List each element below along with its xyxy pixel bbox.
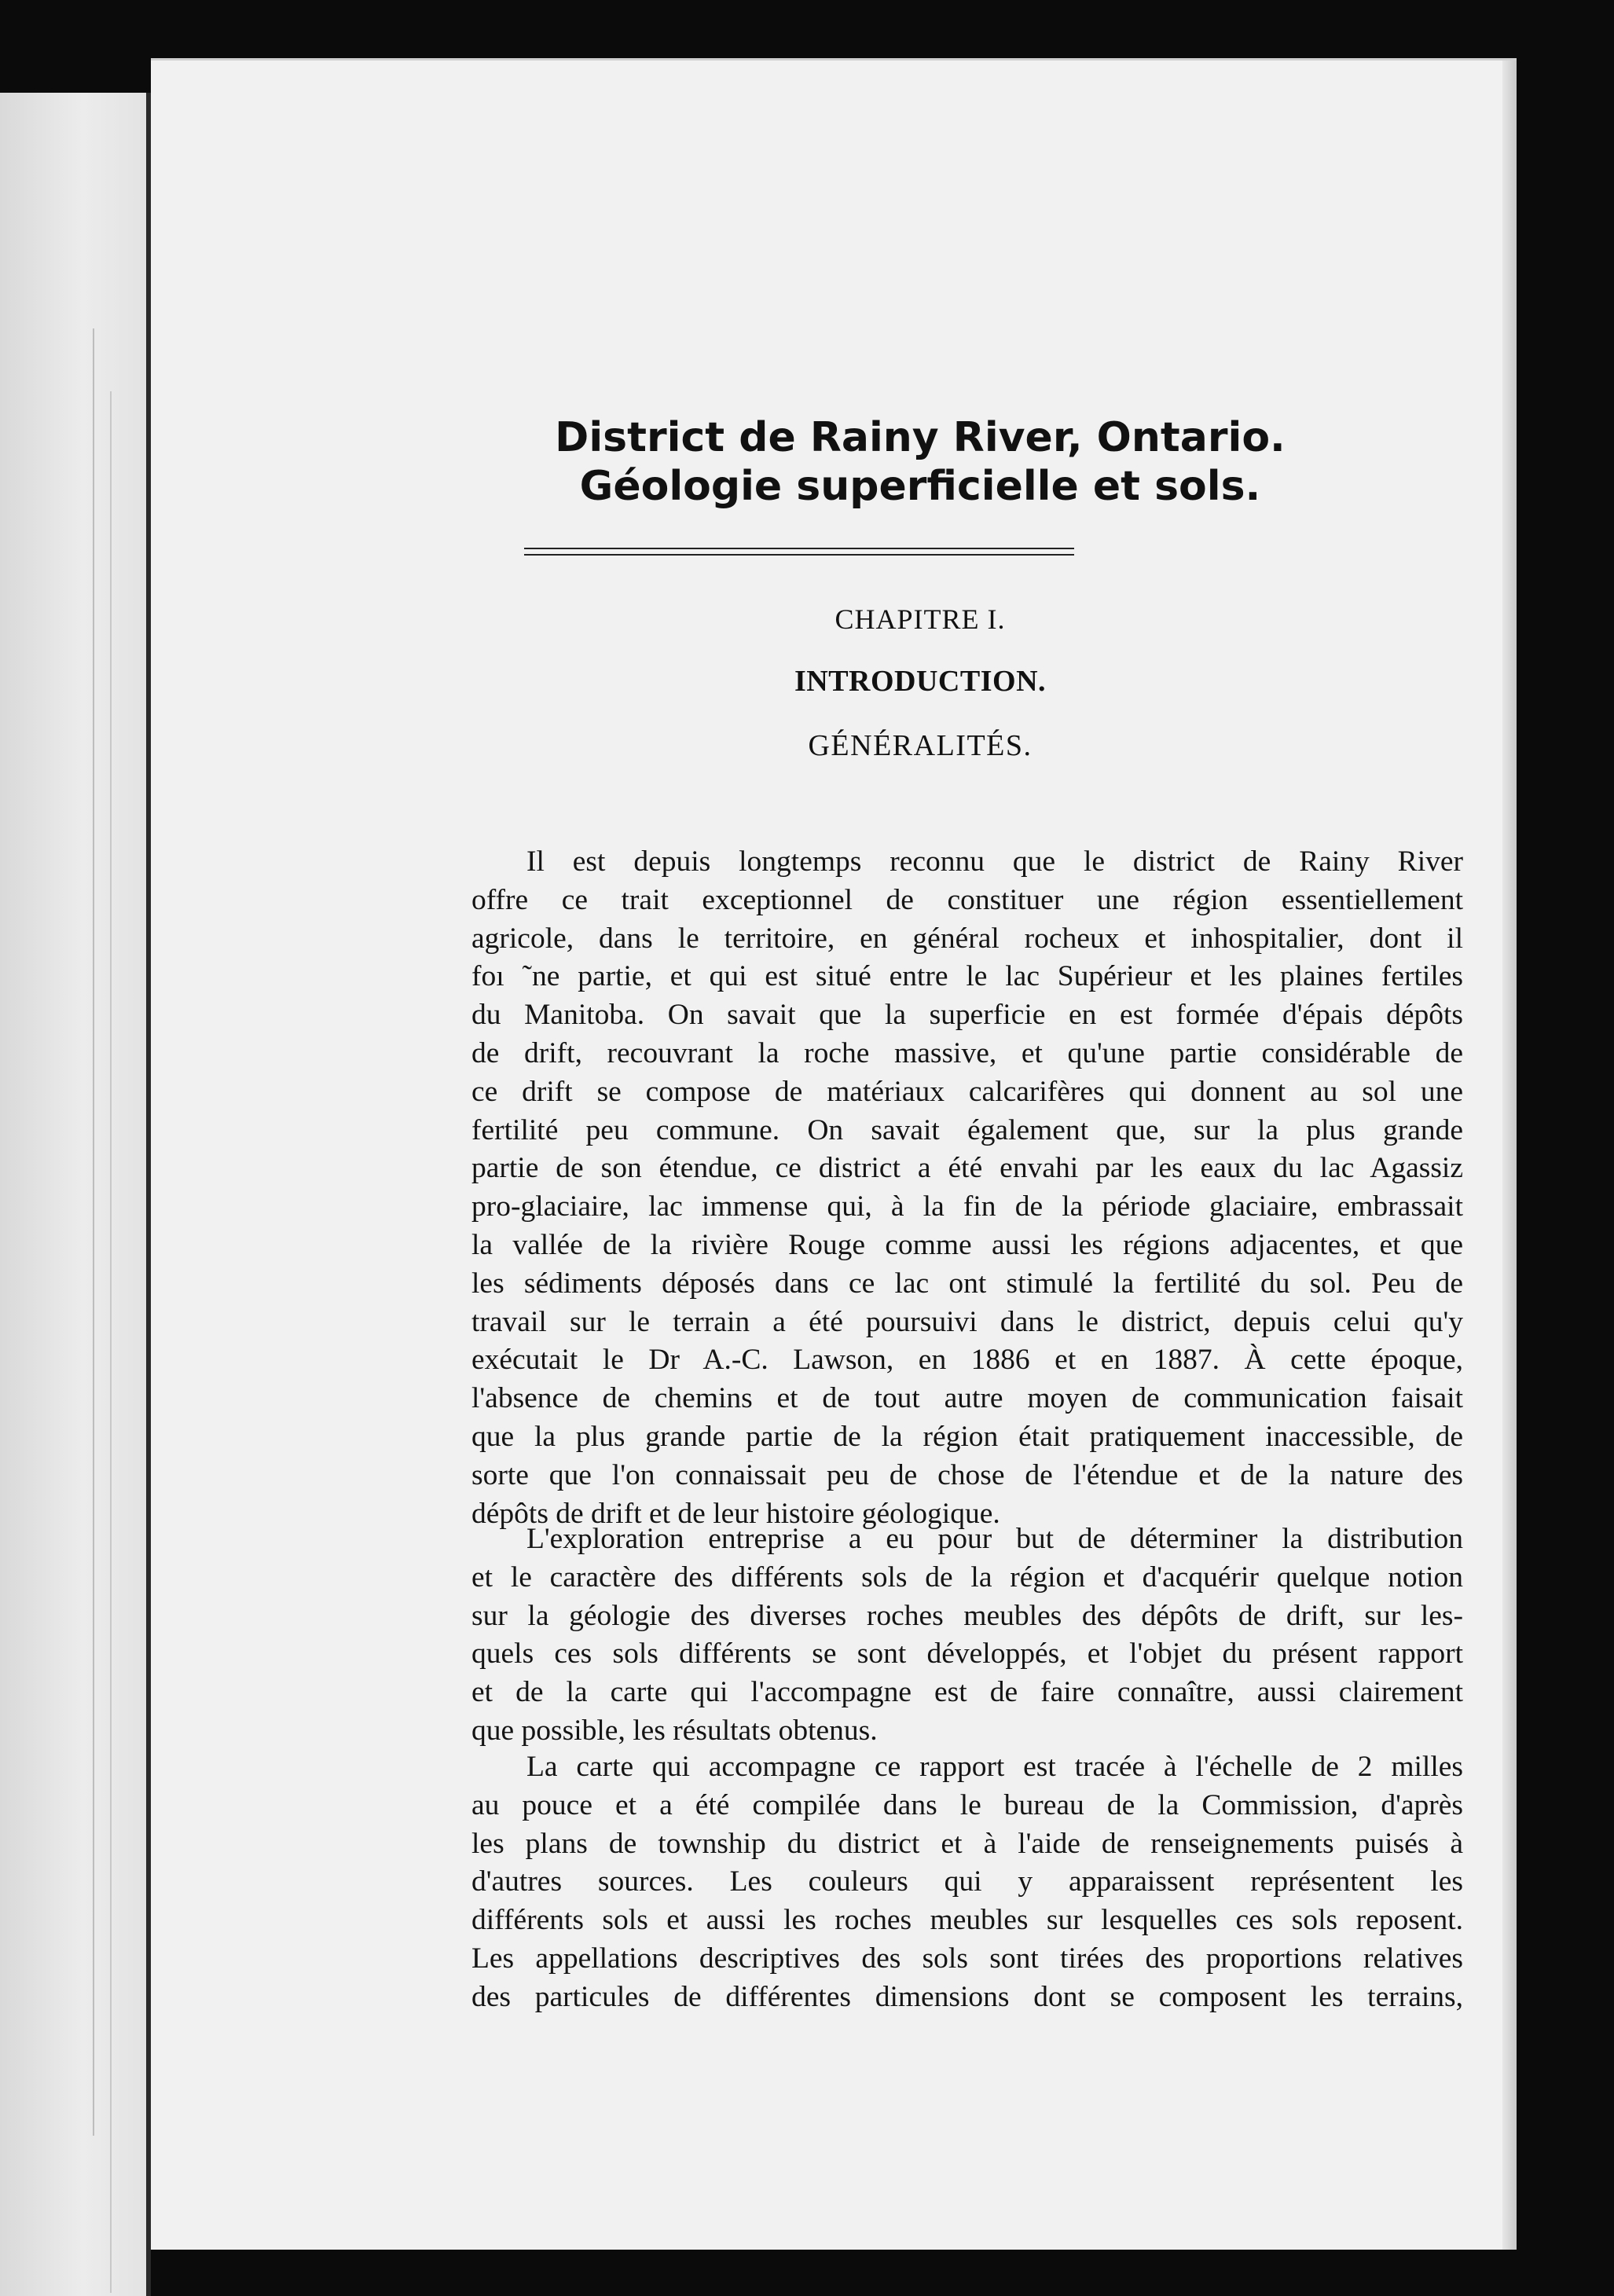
page-fold-line bbox=[93, 328, 94, 2136]
text-line: les plans de township du district et à l'aide de renseignements puisés à bbox=[471, 1827, 1463, 1860]
document-title-line-1: District de Rainy River, Ontario. bbox=[555, 414, 1286, 461]
text-line: au pouce et a été compilée dans le bureau de la Commission, d'après bbox=[471, 1788, 1463, 1821]
text-line: que la plus grande partie de la région était pratiquement inaccessible, de bbox=[471, 1420, 1463, 1453]
text-line: Les appellations descriptives des sols sont tirées des proportions relatives bbox=[471, 1942, 1463, 1975]
text-line: exécutait le Dr A.-C. Lawson, en 1886 et en 1887. À cette époque, bbox=[471, 1344, 1463, 1377]
text-line: fertilité peu commune. On savait également que, sur la plus grande bbox=[471, 1113, 1463, 1146]
text-line: pro-glaciaire, lac immense qui, à la fin de la période glaciaire, embrassait bbox=[471, 1190, 1463, 1223]
text-line: ce drift se compose de matériaux calcarifères qui donnent au sol une bbox=[471, 1075, 1463, 1108]
chapter-heading: CHAPITRE I. bbox=[835, 603, 1006, 635]
previous-page-edge bbox=[0, 93, 151, 2296]
text-line: d'autres sources. Les couleurs qui y apparaissent représentent les bbox=[471, 1865, 1463, 1898]
title-double-rule-top bbox=[524, 548, 1074, 549]
text-line: les sédiments déposés dans ce lac ont stimulé la fertilité du sol. Peu de bbox=[471, 1267, 1463, 1300]
text-line: et le caractère des différents sols de la région et d'acquérir quelque notion bbox=[471, 1561, 1463, 1594]
body-paragraph bbox=[471, 843, 1463, 1533]
text-line: sorte que l'on connaissait peu de chose de l'étendue et de la nature des bbox=[471, 1458, 1463, 1491]
text-line: partie de son étendue, ce district a été envahi par les eaux du lac Agassiz bbox=[471, 1152, 1463, 1185]
document-page bbox=[151, 58, 1517, 2250]
text-line: dépôts de drift et de leur histoire géologique. bbox=[471, 1497, 1000, 1530]
text-line: de drift, recouvrant la roche massive, et qu'une partie considérable de bbox=[471, 1036, 1463, 1069]
text-line: que possible, les résultats obtenus. bbox=[471, 1714, 878, 1747]
document-title-line-2: Géologie superficielle et sols. bbox=[579, 463, 1261, 510]
text-line: la vallée de la rivière Rouge comme aussi les régions adjacentes, et que bbox=[471, 1228, 1463, 1261]
body-paragraph bbox=[471, 1748, 1463, 2017]
text-line: différents sols et aussi les roches meubles sur lesquelles ces sols reposent. bbox=[471, 1904, 1463, 1937]
text-line: La carte qui accompagne ce rapport est tracée à l'échelle de 2 milles bbox=[526, 1751, 1463, 1783]
text-line: l'absence de chemins et de tout autre moyen de communication faisait bbox=[471, 1382, 1463, 1415]
text-line: travail sur le terrain a été poursuivi dans le district, depuis celui qu'y bbox=[471, 1305, 1463, 1338]
subsection-heading: GÉNÉRALITÉS. bbox=[808, 729, 1033, 762]
text-line: foı ˜ne partie, et qui est situé entre le lac Supérieur et les plaines fertiles bbox=[471, 960, 1463, 993]
text-line: agricole, dans le territoire, en général rocheux et inhospitalier, dont il bbox=[471, 922, 1463, 955]
text-line: quels ces sols différents se sont développés, et l'objet du présent rapport bbox=[471, 1638, 1463, 1671]
text-line: offre ce trait exceptionnel de constituer une région essentiellement bbox=[471, 883, 1463, 916]
text-line: du Manitoba. On savait que la superficie en est formée d'épais dépôts bbox=[471, 999, 1463, 1032]
text-line: et de la carte qui l'accompagne est de faire connaître, aussi clairement bbox=[471, 1676, 1463, 1709]
text-line: des particules de différentes dimensions dont se composent les terrains, bbox=[471, 1980, 1463, 2013]
text-line: Il est depuis longtemps reconnu que le district de Rainy River bbox=[526, 845, 1463, 878]
body-paragraph bbox=[471, 1520, 1463, 1751]
section-heading: INTRODUCTION. bbox=[794, 665, 1047, 698]
title-double-rule-bottom bbox=[524, 554, 1074, 556]
page-fold-line bbox=[110, 391, 112, 2293]
text-line: L'exploration entreprise a eu pour but de déterminer la distribution bbox=[526, 1523, 1463, 1555]
text-line: sur la géologie des diverses roches meubles des dépôts de drift, sur les- bbox=[471, 1599, 1463, 1632]
